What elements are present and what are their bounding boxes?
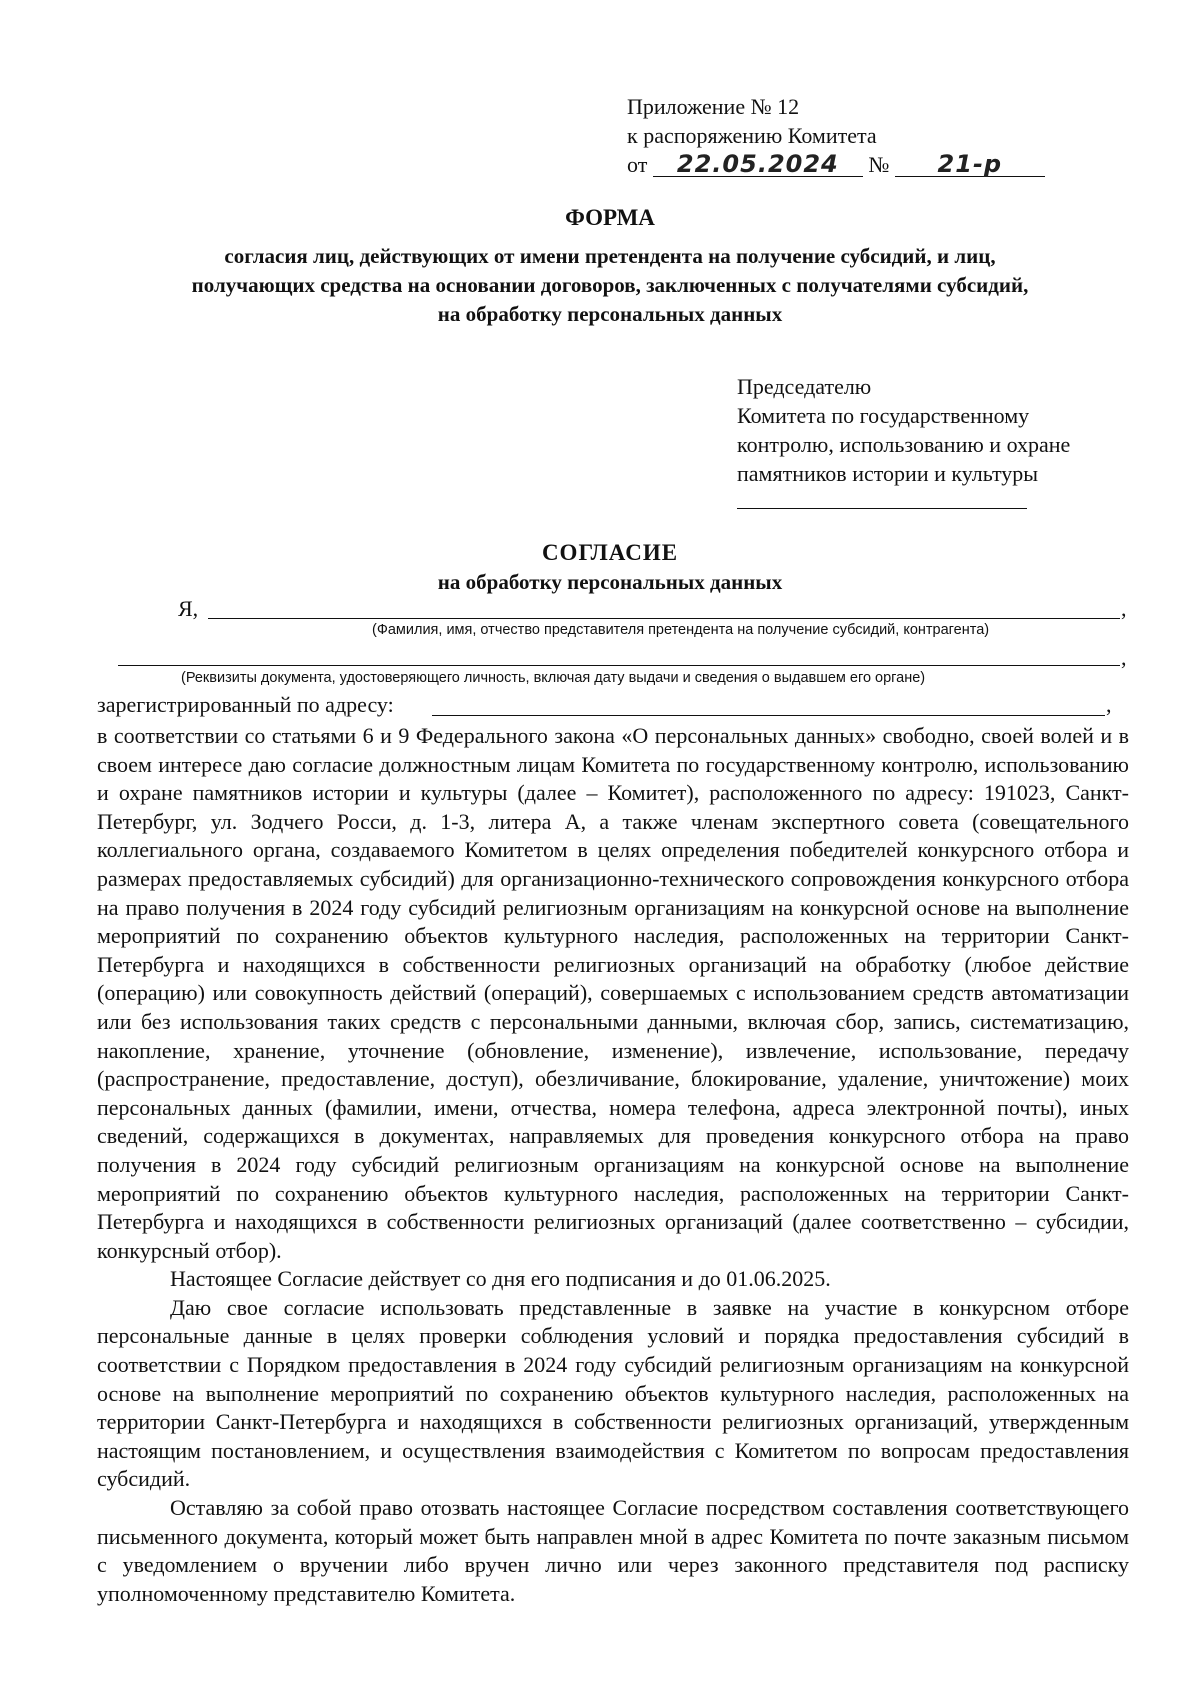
- body-paragraph-2: Настоящее Согласие действует со дня его подписания и до 01.06.2025.: [170, 1266, 831, 1292]
- addressee-signature-blank[interactable]: [737, 506, 1027, 509]
- addressee-line4: памятников истории и культуры: [737, 461, 1039, 486]
- consent-title: СОГЛАСИЕ: [541, 540, 679, 565]
- appendix-date-line: [627, 150, 1045, 179]
- date-prefix: от: [627, 152, 648, 177]
- document-hint: (Реквизиты документа, удостоверяющего личность, включая дату выдачи и сведения о выдавшем его органе): [181, 670, 926, 686]
- form-subtitle-line3: на обработку персональных данных: [437, 302, 783, 326]
- address-comma: ,: [1106, 692, 1112, 717]
- document-input-line[interactable]: [118, 665, 1120, 666]
- form-subtitle: [90, 242, 1130, 329]
- addressee-line1: Председателю: [737, 374, 872, 399]
- addressee-line3: контролю, использованию и охране: [737, 432, 1071, 457]
- body-paragraph-4: Оставляю за собой право отозвать настоящее Согласие посредством составления соответствующего письменного документа, который может быть направлен мной в адрес Комитета по почте заказным письмом с уведомлением о вручении либо вручен лично или через законного представителя под расписку уполномоченному представителю Комитета.: [97, 1495, 1129, 1606]
- form-title: ФОРМА: [565, 205, 655, 230]
- consent-subtitle: на обработку персональных данных: [437, 570, 783, 594]
- addressee-line2: Комитета по государственному: [737, 403, 1030, 428]
- name-hint: (Фамилия, имя, отчество представителя претендента на получение субсидий, контрагента): [372, 622, 990, 638]
- address-input-line[interactable]: [432, 715, 1105, 716]
- number-prefix: №: [868, 152, 890, 177]
- name-comma: ,: [1121, 596, 1127, 621]
- handwritten-date: 22.05.2024: [653, 152, 863, 177]
- appendix-number: Приложение № 12: [627, 94, 800, 119]
- form-subtitle-line1: согласия лиц, действующих от имени претендента на получение субсидий, и лиц,: [224, 244, 996, 268]
- form-subtitle-line2: получающих средства на основании договоров, заключенных с получателями субсидий,: [191, 273, 1029, 297]
- address-label: зарегистрированный по адресу:: [97, 692, 394, 717]
- handwritten-number: 21-р: [895, 152, 1045, 177]
- addressee-block: [737, 372, 1070, 509]
- consent-body: [97, 722, 1129, 1608]
- name-input-line[interactable]: [208, 618, 1120, 619]
- document-comma: ,: [1121, 645, 1127, 670]
- appendix-reference: к распоряжению Комитета: [627, 123, 877, 148]
- body-paragraph-1: в соответствии со статьями 6 и 9 Федерального закона «О персональных данных» свободно, своей волей и в своем интересе даю согласие должностным лицам Комитета по государственному контролю, использованию и охране памятников истории и культуры (далее – Комитет), расположенного по адресу: 191023, Санкт-Петербург, ул. Зодчего Росси, д. 1-3, литера А, а также членам экспертного совета (совещательного коллегиального органа, создаваемого Комитетом в целях определения победителей конкурсного отбора и размерах предоставляемых субсидий) для организационно-технического сопровождения конкурсного отбора на право получения в 2024 году субсидий религиозным организациям на конкурсной основе на выполнение мероприятий по сохранению объектов культурного наследия, расположенных на территории Санкт-Петербурга и находящихся в собственности религиозных организаций на обработку (любое действие (операцию) или совокупность действий (операций), совершаемых с использованием средств автоматизации или без использования таких средств с персональными данными, включая сбор, запись, систематизацию, накопление, хранение, уточнение (обновление, изменение), извлечение, использование, передачу (распространение, предоставление, доступ), обезличивание, блокирование, удаление, уничтожение) моих персональных данных (фамилии, имени, отчества, номера телефона, адреса электронной почты), иных сведений, содержащихся в документах, направляемых для проведения конкурсного отбора на право получения в 2024 году субсидий религиозным организациям на конкурсной основе на выполнение мероприятий по сохранению объектов культурного наследия, расположенных на территории Санкт-Петербурга и находящихся в собственности религиозных организаций (далее соответственно – субсидии, конкурсный отбор).: [97, 723, 1129, 1263]
- appendix-block: [627, 92, 1045, 179]
- name-prefix: Я,: [178, 596, 199, 621]
- body-paragraph-3: Даю свое согласие использовать представленные в заявке на участие в конкурсном отборе персональные данные в целях проверки соблюдения условий и порядка предоставления субсидий в соответствии с Порядком предоставления в 2024 году субсидий религиозным организациям на конкурсной основе на выполнение мероприятий по сохранению объектов культурного наследия, расположенных на территории Санкт-Петербурга и находящихся в собственности религиозных организаций, утвержденным настоящим постановлением, и осуществления взаимодействия с Комитетом по вопросам предоставления субсидий.: [97, 1294, 1129, 1492]
